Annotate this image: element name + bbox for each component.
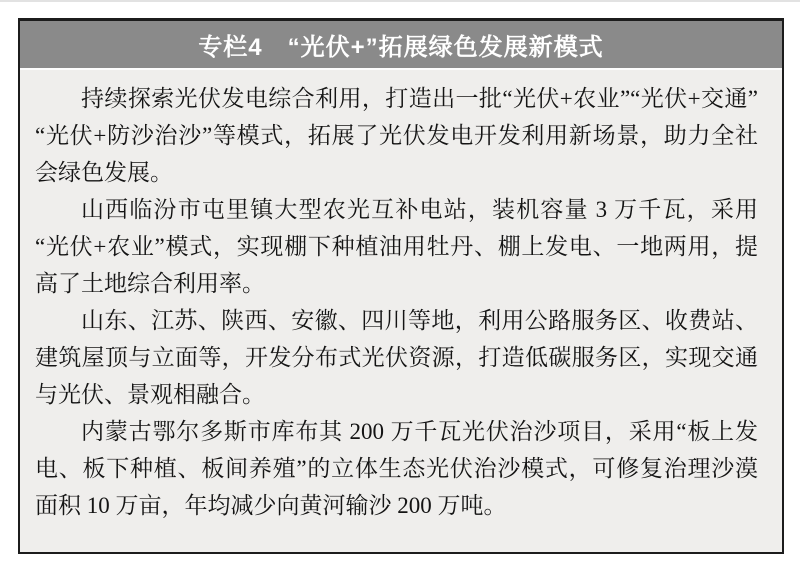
panel-header [20, 21, 782, 70]
panel-body [20, 70, 782, 552]
paragraph-shanxi-agrivoltaics: 山西临汾市屯里镇大型农光互补电站，装机容量 3 万千瓦，采用“光伏+农业”模式，实现棚下种植油用牡丹、棚上发电、一地两用，提高了土地综合利用率。 [35, 197, 758, 296]
paragraph-highway-pv: 山东、江苏、陕西、安徽、四川等地，利用公路服务区、收费站、建筑屋顶与立面等，开发分布式光伏资源，打造低碳服务区，实现交通与光伏、景观相融合。 [35, 308, 758, 407]
column-4-panel [18, 18, 784, 554]
scan-artifact-line [0, 0, 800, 2]
paragraph-overview: 持续探索光伏发电综合利用，打造出一批“光伏+农业”“光伏+交通”“光伏+防沙治沙”等模式，拓展了光伏发电开发利用新场景，助力全社会绿色发展。 [35, 86, 758, 185]
paragraph-kubuqi-desert-pv: 内蒙古鄂尔多斯市库布其 200 万千瓦光伏治沙项目，采用“板上发电、板下种植、板间养殖”的立体生态光伏治沙模式，可修复治理沙漠面积 10 万亩，年均减少向黄河输沙 200 万吨。 [35, 419, 758, 518]
panel-title: 专栏4 “光伏+”拓展绿色发展新模式 [198, 34, 604, 61]
